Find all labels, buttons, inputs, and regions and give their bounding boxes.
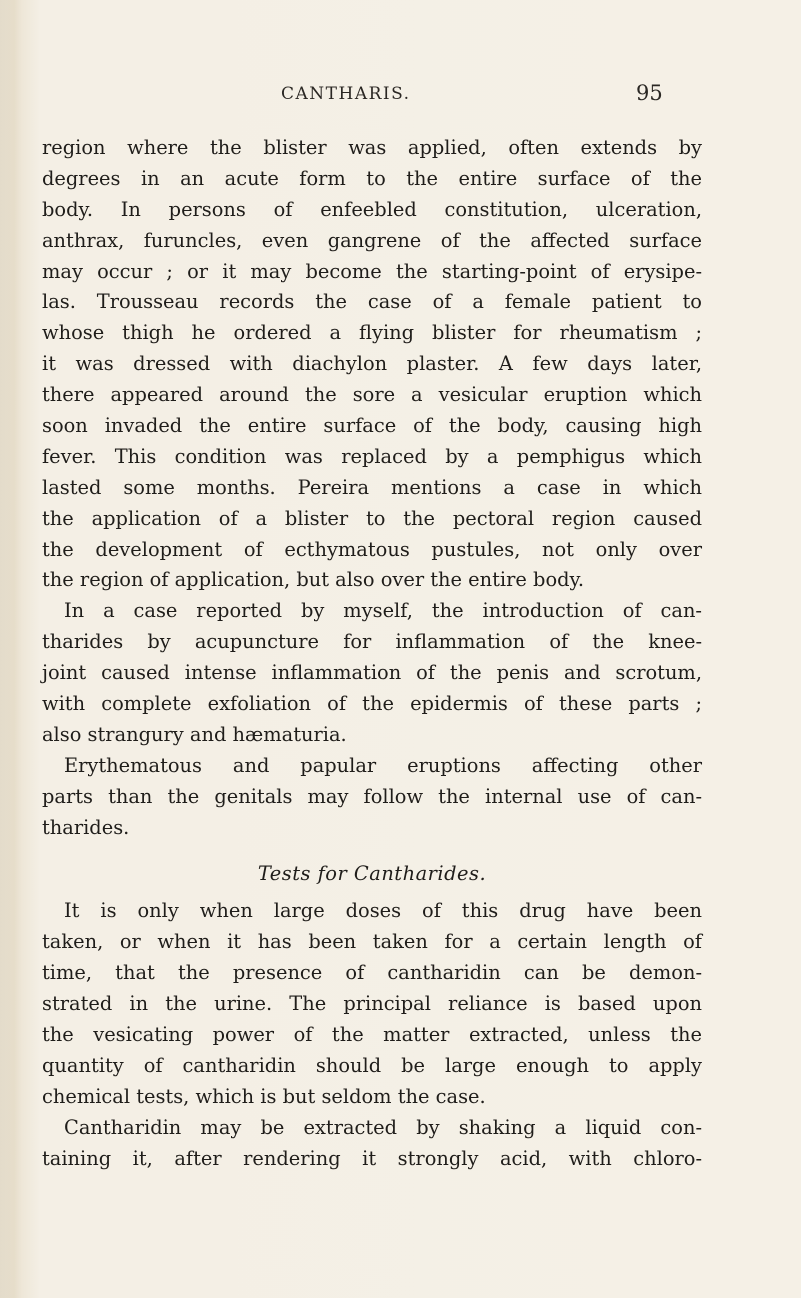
text-line: lasted some months. Pereira mentions a case in which	[42, 475, 702, 499]
text-line: parts than the genitals may follow the internal use of can-	[42, 784, 702, 808]
text-line: taken, or when it has been taken for a certain length of	[42, 930, 702, 954]
text-line: las. Trousseau records the case of a female patient to	[42, 290, 702, 314]
text-line: the vesicating power of the matter extracted, unless the	[42, 1022, 702, 1046]
text-line: with complete exfoliation of the epidermis of these parts ;	[42, 692, 702, 716]
binding-gutter-shadow	[0, 0, 22, 1298]
text-line: it was dressed with diachylon plaster. A few days later,	[42, 352, 702, 376]
text-line: strated in the urine. The principal reliance is based upon	[42, 992, 702, 1016]
text-line: the development of ecthymatous pustules, not only over	[42, 537, 702, 561]
text-line: It is only when large doses of this drug have been	[64, 899, 702, 923]
text-line: tharides by acupuncture for inflammation of the knee-	[42, 630, 702, 654]
text-line: anthrax, furuncles, even gangrene of the affected surface	[42, 228, 702, 252]
text-line: Erythematous and papular eruptions affecting other	[64, 753, 702, 777]
text-line: taining it, after rendering it strongly acid, with chloro-	[42, 1146, 702, 1170]
text-line: joint caused intense inflammation of the penis and scrotum,	[42, 661, 702, 685]
text-line: also strangury and hæmaturia.	[42, 722, 347, 746]
text-line: fever. This condition was replaced by a pemphigus which	[42, 444, 702, 468]
text-line: whose thigh he ordered a flying blister for rheumatism ;	[42, 321, 702, 345]
text-line: region where the blister was applied, often extends by	[42, 136, 702, 159]
page-number: 95	[636, 81, 663, 105]
running-head: CANTHARIS.	[281, 84, 411, 104]
text-line: the application of a blister to the pectoral region caused	[42, 506, 702, 530]
text-line: Cantharidin may be extracted by shaking a liquid con-	[64, 1115, 702, 1139]
text-line: body. In persons of enfeebled constitution, ulceration,	[42, 197, 702, 221]
section-heading: Tests for Cantharides.	[257, 862, 487, 886]
text-line: degrees in an acute form to the entire surface of the	[42, 166, 702, 190]
text-line: the region of application, but also over the entire body.	[42, 568, 585, 592]
text-line: may occur ; or it may become the starting-point of erysipe-	[42, 259, 702, 283]
text-line: chemical tests, which is but seldom the case.	[42, 1084, 486, 1108]
text-line: tharides.	[42, 815, 130, 839]
body-text	[42, 133, 702, 1174]
text-line: soon invaded the entire surface of the body, causing high	[42, 414, 702, 438]
text-line: time, that the presence of cantharidin can be demon-	[42, 961, 702, 985]
text-line: quantity of cantharidin should be large enough to apply	[42, 1053, 702, 1077]
text-line: there appeared around the sore a vesicular eruption which	[42, 383, 702, 407]
text-line: In a case reported by myself, the introduction of can-	[64, 599, 702, 623]
